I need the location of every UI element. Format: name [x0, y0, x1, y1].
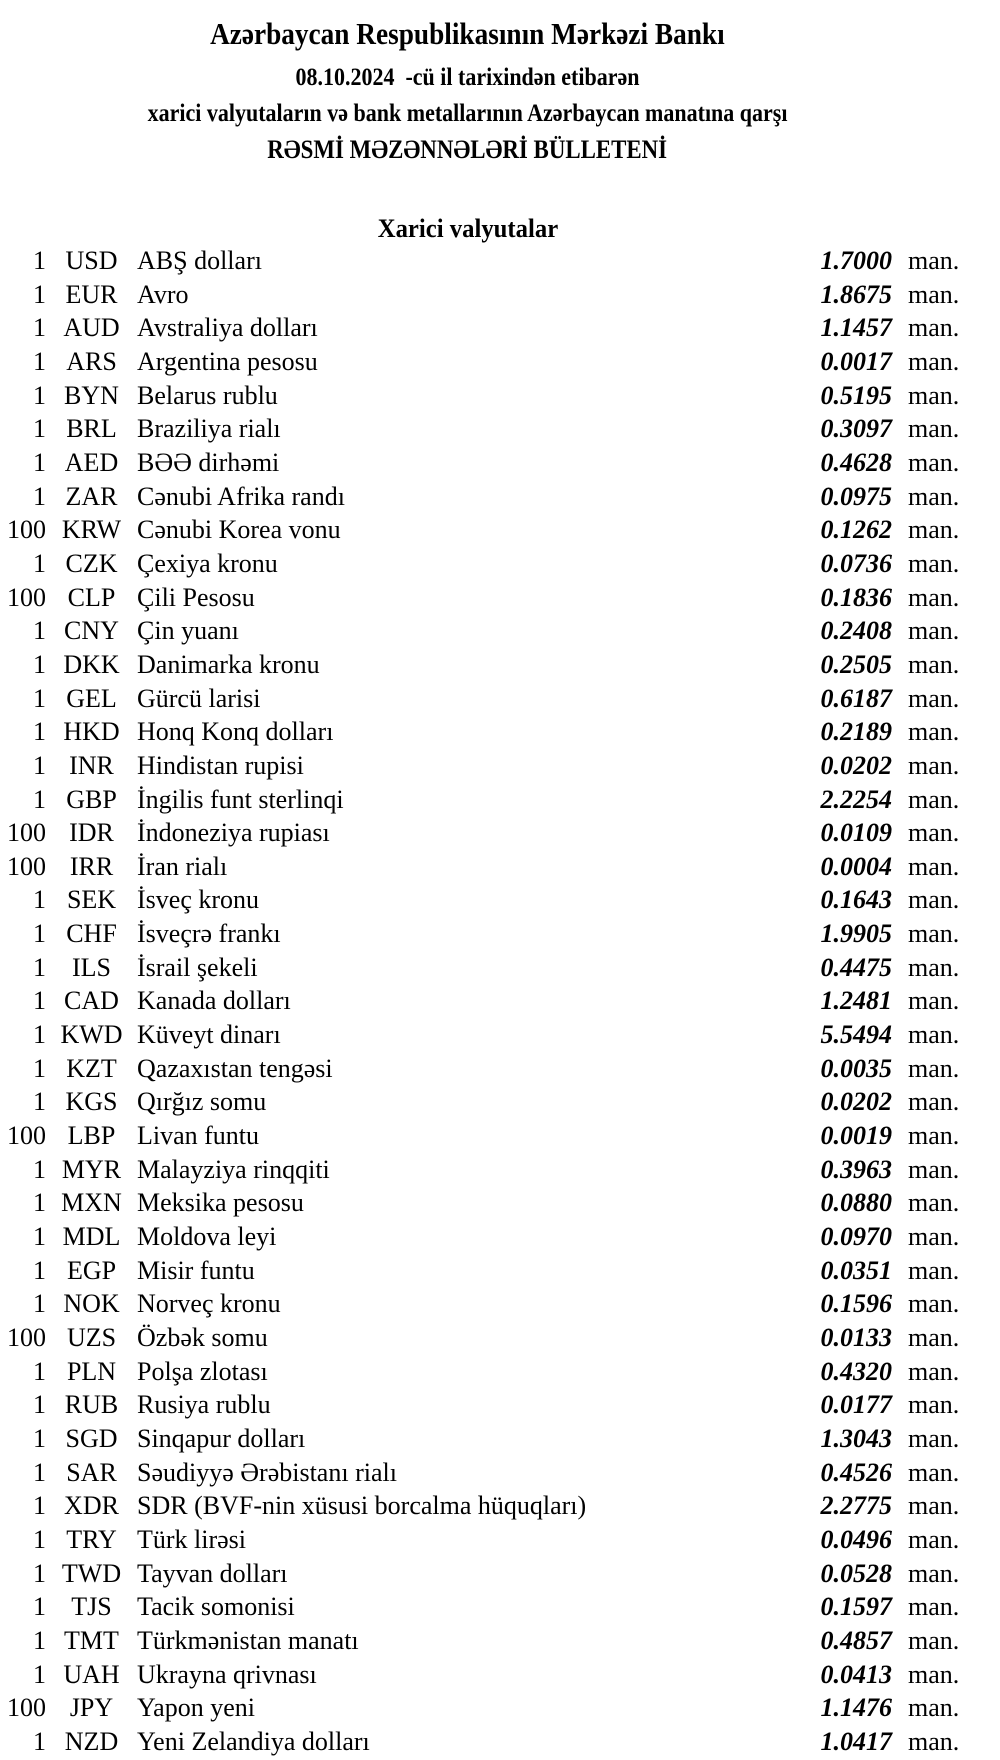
- unit-cell: man.: [908, 1222, 960, 1252]
- rate-value-cell: 0.0017: [820, 346, 892, 376]
- bulletin-title: [0, 132, 935, 168]
- quantity-cell: 1: [33, 952, 46, 982]
- rate-value-cell: 1.8675: [820, 279, 892, 309]
- currency-name-cell: Yapon yeni: [137, 1693, 255, 1723]
- currency-code-cell: EUR: [65, 279, 118, 309]
- effective-date-text: 08.10.2024 -cü il tarixindən etibarən: [295, 64, 640, 91]
- currency-name-cell: Ukrayna qrivnası: [137, 1659, 317, 1689]
- rate-value-cell: 0.2189: [820, 717, 892, 747]
- quantity-cell: 1: [33, 1457, 46, 1487]
- quantity-cell: 1: [33, 1356, 46, 1386]
- subject-line: [0, 96, 935, 132]
- unit-cell: man.: [908, 1558, 960, 1588]
- rate-value-cell: 0.0880: [820, 1188, 892, 1218]
- currency-code-cell: UAH: [63, 1659, 120, 1689]
- table-row: [0, 1052, 963, 1086]
- rate-value-cell: 0.5195: [820, 380, 892, 410]
- quantity-cell: 1: [33, 986, 46, 1016]
- table-row: [0, 850, 963, 884]
- rate-value-cell: 2.2775: [820, 1491, 892, 1521]
- rate-value-cell: 0.0970: [820, 1222, 892, 1252]
- currency-name-cell: Misir funtu: [137, 1255, 255, 1285]
- rate-value-cell: 2.2254: [820, 784, 892, 814]
- rate-value-cell: 0.1262: [820, 515, 892, 545]
- currency-name-cell: Meksika pesosu: [137, 1188, 304, 1218]
- currency-name-cell: Tayvan dolları: [137, 1558, 288, 1588]
- currency-code-cell: PLN: [66, 1356, 117, 1386]
- unit-cell: man.: [908, 919, 960, 949]
- unit-cell: man.: [908, 1121, 960, 1151]
- rate-value-cell: 0.4320: [820, 1356, 892, 1386]
- quantity-cell: 1: [33, 1020, 46, 1050]
- currency-name-cell: Danimarka kronu: [137, 649, 320, 679]
- table-row: [0, 1254, 963, 1288]
- unit-cell: man.: [908, 582, 960, 612]
- bulletin-header: [0, 0, 935, 168]
- currency-name-cell: Rusiya rublu: [137, 1390, 271, 1420]
- table-row: [0, 1624, 963, 1658]
- rate-value-cell: 0.1596: [820, 1289, 892, 1319]
- rate-value-cell: 0.0202: [820, 1087, 892, 1117]
- table-row: [0, 446, 963, 480]
- currency-name-cell: Sinqapur dolları: [137, 1423, 306, 1453]
- quantity-cell: 1: [33, 313, 46, 343]
- currency-name-cell: İsveç kronu: [137, 885, 260, 915]
- currency-name-cell: Çexiya kronu: [137, 548, 278, 578]
- table-row: [0, 1691, 963, 1725]
- unit-cell: man.: [908, 548, 960, 578]
- currency-name-cell: Çin yuanı: [137, 616, 239, 646]
- currency-code-cell: LBP: [67, 1121, 116, 1151]
- rate-value-cell: 0.0035: [820, 1053, 892, 1083]
- unit-cell: man.: [908, 1323, 960, 1352]
- unit-cell: man.: [908, 649, 960, 679]
- unit-cell: man.: [908, 515, 960, 545]
- quantity-cell: 1: [33, 1558, 46, 1588]
- quantity-cell: 1: [33, 246, 46, 275]
- quantity-cell: 1: [33, 1222, 46, 1252]
- unit-cell: man.: [908, 851, 960, 881]
- currency-code-cell: TWD: [61, 1558, 122, 1588]
- rate-value-cell: 0.0004: [820, 851, 892, 881]
- unit-cell: man.: [908, 1053, 960, 1083]
- currency-name-cell: Cənubi Korea vonu: [137, 515, 341, 545]
- rate-value-cell: 0.0736: [820, 548, 892, 578]
- rate-value-cell: 0.4526: [820, 1457, 892, 1487]
- rate-value-cell: 1.3043: [820, 1423, 892, 1453]
- quantity-cell: 1: [33, 885, 46, 915]
- unit-cell: man.: [908, 481, 960, 511]
- currency-code-cell: EGP: [66, 1255, 117, 1285]
- quantity-cell: 100: [7, 1121, 46, 1151]
- table-row: [0, 1523, 963, 1557]
- rate-value-cell: 0.4628: [820, 447, 892, 477]
- unit-cell: man.: [908, 1457, 960, 1487]
- unit-cell: man.: [908, 784, 960, 814]
- currency-name-cell: Gürcü larisi: [137, 683, 261, 713]
- quantity-cell: 1: [33, 447, 46, 477]
- currency-name-cell: Türk lirəsi: [137, 1524, 247, 1554]
- quantity-cell: 1: [33, 919, 46, 949]
- table-row: [0, 311, 963, 345]
- table-row: [0, 1186, 963, 1220]
- unit-cell: man.: [908, 616, 960, 646]
- unit-cell: man.: [908, 279, 960, 309]
- table-row: [0, 1489, 963, 1523]
- rate-value-cell: 0.1643: [820, 885, 892, 915]
- unit-cell: man.: [908, 1087, 960, 1117]
- currency-code-cell: KGS: [65, 1087, 118, 1117]
- rate-value-cell: 0.6187: [820, 683, 892, 713]
- currency-code-cell: UZS: [66, 1323, 117, 1352]
- unit-cell: man.: [908, 683, 960, 713]
- table-row: [0, 345, 963, 379]
- currency-name-cell: Qazaxıstan tengəsi: [137, 1053, 333, 1083]
- currency-name-cell: İndoneziya rupiası: [137, 818, 330, 848]
- rate-value-cell: 0.1597: [820, 1592, 892, 1622]
- table-row: [0, 816, 963, 850]
- unit-cell: man.: [908, 1592, 960, 1622]
- quantity-cell: 1: [33, 548, 46, 578]
- currency-name-cell: Özbək somu: [137, 1323, 268, 1352]
- currency-name-cell: Belarus rublu: [137, 380, 278, 410]
- currency-name-cell: İran rialı: [137, 851, 228, 881]
- rate-value-cell: 1.9905: [820, 919, 892, 949]
- table-row: [0, 581, 963, 615]
- currency-code-cell: RUB: [64, 1390, 119, 1420]
- currency-code-cell: INR: [69, 750, 114, 780]
- table-row: [0, 1153, 963, 1187]
- currency-code-cell: CZK: [65, 548, 118, 578]
- quantity-cell: 1: [33, 1491, 46, 1521]
- table-row: [0, 1725, 963, 1759]
- quantity-cell: 1: [33, 784, 46, 814]
- currency-name-cell: İsveçrə frankı: [137, 919, 281, 949]
- unit-cell: man.: [908, 952, 960, 982]
- quantity-cell: 1: [33, 750, 46, 780]
- unit-cell: man.: [908, 1154, 960, 1184]
- unit-cell: man.: [908, 717, 960, 747]
- table-row: [0, 1658, 963, 1692]
- unit-cell: man.: [908, 246, 960, 275]
- currency-code-cell: ZAR: [65, 481, 118, 511]
- rate-value-cell: 0.0109: [820, 818, 892, 848]
- currency-code-cell: TRY: [66, 1524, 117, 1554]
- currency-code-cell: KRW: [61, 515, 122, 545]
- rate-value-cell: 1.1476: [820, 1693, 892, 1723]
- currency-code-cell: NOK: [63, 1289, 120, 1319]
- currency-name-cell: Argentina pesosu: [137, 346, 318, 376]
- rate-value-cell: 0.1836: [820, 582, 892, 612]
- currency-name-cell: SDR (BVF-nin xüsusi borcalma hüquqları): [137, 1491, 587, 1521]
- currency-code-cell: AED: [64, 447, 119, 477]
- currency-code-cell: MDL: [62, 1222, 121, 1252]
- quantity-cell: 1: [33, 1659, 46, 1689]
- table-row: [0, 1456, 963, 1490]
- quantity-cell: 1: [33, 1726, 46, 1756]
- unit-cell: man.: [908, 1255, 960, 1285]
- rate-value-cell: 1.0417: [820, 1726, 892, 1756]
- unit-cell: man.: [908, 380, 960, 410]
- unit-cell: man.: [908, 750, 960, 780]
- currency-code-cell: SEK: [66, 885, 117, 915]
- currency-code-cell: NZD: [64, 1726, 119, 1756]
- rate-value-cell: 0.0019: [820, 1121, 892, 1151]
- currency-name-cell: Malayziya rinqqiti: [137, 1154, 330, 1184]
- quantity-cell: 1: [33, 1053, 46, 1083]
- currency-name-cell: BƏƏ dirhəmi: [137, 447, 280, 477]
- rate-value-cell: 0.0975: [820, 481, 892, 511]
- rate-value-cell: 1.7000: [820, 246, 892, 275]
- rate-value-cell: 0.0202: [820, 750, 892, 780]
- currency-name-cell: Səudiyyə Ərəbistanı rialı: [137, 1457, 397, 1487]
- rate-value-cell: 0.4857: [820, 1625, 892, 1655]
- quantity-cell: 1: [33, 481, 46, 511]
- unit-cell: man.: [908, 885, 960, 915]
- rate-value-cell: 0.0133: [820, 1323, 892, 1352]
- table-row: [0, 412, 963, 446]
- table-row: [0, 917, 963, 951]
- currency-code-cell: GEL: [66, 683, 117, 713]
- quantity-cell: 1: [33, 616, 46, 646]
- currency-code-cell: BRL: [66, 414, 117, 444]
- table-row: [0, 513, 963, 547]
- unit-cell: man.: [908, 1524, 960, 1554]
- rates-table: [0, 244, 963, 1759]
- quantity-cell: 100: [7, 851, 46, 881]
- quantity-cell: 1: [33, 683, 46, 713]
- table-row: [0, 951, 963, 985]
- rate-value-cell: 0.4475: [820, 952, 892, 982]
- currency-name-cell: Honq Konq dolları: [137, 717, 334, 747]
- quantity-cell: 100: [7, 582, 46, 612]
- unit-cell: man.: [908, 1625, 960, 1655]
- quantity-cell: 100: [7, 818, 46, 848]
- bank-title-text: Azərbaycan Respublikasının Mərkəzi Bankı: [210, 16, 725, 51]
- unit-cell: man.: [908, 1423, 960, 1453]
- unit-cell: man.: [908, 1188, 960, 1218]
- currency-name-cell: Çili Pesosu: [137, 582, 255, 612]
- table-row: [0, 1590, 963, 1624]
- unit-cell: man.: [908, 346, 960, 376]
- currency-code-cell: BYN: [64, 380, 119, 410]
- table-row: [0, 379, 963, 413]
- bank-title: [0, 14, 935, 54]
- quantity-cell: 1: [33, 414, 46, 444]
- section-title-text: Xarici valyutalar: [377, 214, 558, 243]
- quantity-cell: 1: [33, 1087, 46, 1117]
- quantity-cell: 1: [33, 1188, 46, 1218]
- table-row: [0, 1220, 963, 1254]
- quantity-cell: 1: [33, 717, 46, 747]
- table-row: [0, 883, 963, 917]
- currency-name-cell: Türkmənistan manatı: [137, 1625, 359, 1655]
- rate-value-cell: 0.0413: [820, 1659, 892, 1689]
- quantity-cell: 100: [7, 1693, 46, 1723]
- unit-cell: man.: [908, 1289, 960, 1319]
- quantity-cell: 1: [33, 1255, 46, 1285]
- unit-cell: man.: [908, 414, 960, 444]
- unit-cell: man.: [908, 1020, 960, 1050]
- table-row: [0, 984, 963, 1018]
- currency-code-cell: TJS: [71, 1592, 112, 1622]
- quantity-cell: 1: [33, 1625, 46, 1655]
- quantity-cell: 1: [33, 1289, 46, 1319]
- bulletin-title-text: RƏSMİ MƏZƏNNƏLƏRİ BÜLLETENİ: [267, 135, 668, 164]
- rate-value-cell: 0.3963: [820, 1154, 892, 1184]
- currency-code-cell: MXN: [61, 1188, 122, 1218]
- table-row: [0, 278, 963, 312]
- quantity-cell: 100: [7, 515, 46, 545]
- quantity-cell: 1: [33, 380, 46, 410]
- table-row: [0, 1355, 963, 1389]
- currency-code-cell: ILS: [72, 952, 111, 982]
- currency-code-cell: MYR: [61, 1154, 122, 1184]
- table-row: [0, 547, 963, 581]
- rate-value-cell: 0.0496: [820, 1524, 892, 1554]
- currency-name-cell: Norveç kronu: [137, 1289, 281, 1319]
- currency-name-cell: Polşa zlotası: [137, 1356, 268, 1386]
- table-row: [0, 749, 963, 783]
- rate-value-cell: 1.1457: [820, 313, 892, 343]
- rate-value-cell: 0.0177: [820, 1390, 892, 1420]
- currency-code-cell: USD: [65, 246, 118, 275]
- currency-code-cell: IDR: [69, 818, 114, 848]
- quantity-cell: 1: [33, 279, 46, 309]
- quantity-cell: 1: [33, 1154, 46, 1184]
- table-row: [0, 648, 963, 682]
- currency-code-cell: CHF: [66, 919, 117, 949]
- currency-name-cell: Braziliya rialı: [137, 414, 281, 444]
- currency-code-cell: HKD: [63, 717, 120, 747]
- unit-cell: man.: [908, 1693, 960, 1723]
- table-row: [0, 1085, 963, 1119]
- currency-code-cell: JPY: [69, 1693, 114, 1723]
- quantity-cell: 1: [33, 1390, 46, 1420]
- unit-cell: man.: [908, 1726, 960, 1756]
- table-row: [0, 1321, 963, 1355]
- currency-name-cell: İngilis funt sterlinqi: [137, 784, 344, 814]
- rate-value-cell: 0.3097: [820, 414, 892, 444]
- currency-code-cell: XDR: [64, 1491, 119, 1521]
- unit-cell: man.: [908, 1356, 960, 1386]
- table-row: [0, 1287, 963, 1321]
- currency-code-cell: TMT: [64, 1625, 119, 1655]
- currency-name-cell: Avstraliya dolları: [137, 313, 318, 343]
- table-row: [0, 480, 963, 514]
- table-row: [0, 715, 963, 749]
- currency-name-cell: İsrail şekeli: [137, 952, 258, 982]
- rate-value-cell: 5.5494: [820, 1020, 892, 1050]
- currency-name-cell: Moldova leyi: [137, 1222, 277, 1252]
- subject-text: xarici valyutaların və bank metallarının Azərbaycan manatına qarşı: [147, 100, 788, 127]
- currency-code-cell: KZT: [66, 1053, 117, 1083]
- unit-cell: man.: [908, 1659, 960, 1689]
- currency-code-cell: DKK: [63, 649, 120, 679]
- table-row: [0, 1422, 963, 1456]
- unit-cell: man.: [908, 1390, 960, 1420]
- unit-cell: man.: [908, 986, 960, 1016]
- table-row: [0, 1018, 963, 1052]
- currency-code-cell: GBP: [66, 784, 117, 814]
- currency-code-cell: AUD: [63, 313, 120, 343]
- currency-code-cell: CAD: [64, 986, 119, 1016]
- currency-name-cell: Livan funtu: [137, 1121, 260, 1151]
- currency-name-cell: Cənubi Afrika randı: [137, 481, 345, 511]
- table-row: [0, 1119, 963, 1153]
- currency-code-cell: CNY: [64, 616, 119, 646]
- currency-name-cell: Avro: [137, 279, 189, 309]
- currency-code-cell: ARS: [66, 346, 117, 376]
- unit-cell: man.: [908, 447, 960, 477]
- rate-value-cell: 0.0528: [820, 1558, 892, 1588]
- quantity-cell: 1: [33, 649, 46, 679]
- currency-code-cell: CLP: [67, 582, 116, 612]
- currency-code-cell: KWD: [60, 1020, 123, 1050]
- currency-name-cell: ABŞ dolları: [137, 246, 262, 275]
- quantity-cell: 1: [33, 346, 46, 376]
- unit-cell: man.: [908, 313, 960, 343]
- table-row: [0, 244, 963, 278]
- table-row: [0, 1388, 963, 1422]
- unit-cell: man.: [908, 818, 960, 848]
- currency-name-cell: Hindistan rupisi: [137, 750, 304, 780]
- quantity-cell: 1: [33, 1592, 46, 1622]
- table-row: [0, 682, 963, 716]
- currency-code-cell: SAR: [66, 1457, 117, 1487]
- currency-code-cell: SGD: [65, 1423, 118, 1453]
- quantity-cell: 1: [33, 1524, 46, 1554]
- section-title: [0, 214, 935, 244]
- currency-name-cell: Yeni Zelandiya dolları: [137, 1726, 370, 1756]
- unit-cell: man.: [908, 1491, 960, 1521]
- rate-value-cell: 0.2408: [820, 616, 892, 646]
- quantity-cell: 100: [7, 1323, 46, 1352]
- currency-name-cell: Tacik somonisi: [137, 1592, 295, 1622]
- currency-name-cell: Kanada dolları: [137, 986, 291, 1016]
- effective-date-line: [0, 60, 935, 96]
- table-row: [0, 1557, 963, 1591]
- table-row: [0, 614, 963, 648]
- rate-value-cell: 0.0351: [820, 1255, 892, 1285]
- rate-value-cell: 0.2505: [820, 649, 892, 679]
- currency-code-cell: IRR: [69, 851, 114, 881]
- quantity-cell: 1: [33, 1423, 46, 1453]
- rate-value-cell: 1.2481: [820, 986, 892, 1016]
- table-row: [0, 783, 963, 817]
- currency-name-cell: Küveyt dinarı: [137, 1020, 281, 1050]
- currency-name-cell: Qırğız somu: [137, 1087, 267, 1117]
